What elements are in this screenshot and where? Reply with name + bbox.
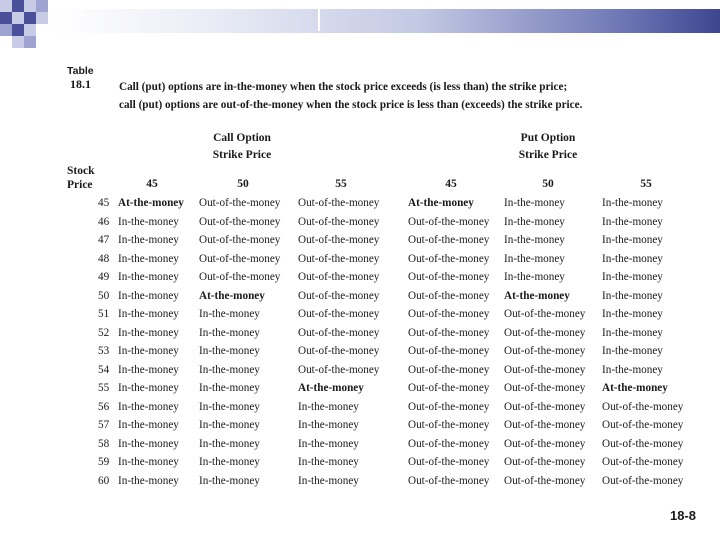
stock-price-value: 60: [98, 474, 110, 487]
moneyness-cell: In-the-money: [118, 382, 179, 395]
moneyness-cell: In-the-money: [118, 326, 179, 339]
moneyness-cell: In-the-money: [118, 474, 179, 487]
strike-header: 45: [445, 178, 457, 190]
stock-price-value: 52: [98, 326, 110, 339]
moneyness-cell: Out-of-the-money: [504, 456, 586, 469]
moneyness-cell: In-the-money: [199, 419, 260, 432]
moneyness-cell: Out-of-the-money: [199, 215, 281, 228]
moneyness-cell: In-the-money: [298, 474, 359, 487]
corner-square-decoration: [24, 24, 36, 36]
table-row: [66, 324, 692, 343]
moneyness-cell: Out-of-the-money: [504, 437, 586, 450]
table-row: [66, 231, 692, 250]
table-label: Table: [67, 65, 94, 77]
moneyness-cell: In-the-money: [602, 289, 663, 302]
stock-price-cell: [66, 305, 118, 324]
moneyness-cell: In-the-money: [118, 234, 179, 247]
stock-price-value: 46: [98, 215, 110, 228]
strike-header: 55: [335, 178, 347, 190]
moneyness-cell: In-the-money: [118, 419, 179, 432]
moneyness-cell: Out-of-the-money: [504, 400, 586, 413]
strike-header: 55: [640, 178, 652, 190]
moneyness-cell: Out-of-the-money: [199, 234, 281, 247]
moneyness-cell: Out-of-the-money: [504, 474, 586, 487]
moneyness-cell: At-the-money: [118, 197, 184, 210]
stock-price-cell: [66, 250, 118, 269]
stock-price-value: 49: [98, 271, 110, 284]
moneyness-cell: In-the-money: [504, 252, 565, 265]
moneyness-cell: Out-of-the-money: [408, 326, 490, 339]
stock-header-line-2: Price: [67, 179, 93, 191]
stock-price-value: 50: [98, 289, 110, 302]
moneyness-cell: Out-of-the-money: [504, 345, 586, 358]
stock-price-value: 58: [98, 437, 110, 450]
put-option-title: Put Option: [520, 132, 576, 144]
moneyness-cell: Out-of-the-money: [504, 419, 586, 432]
stock-price-header: [67, 164, 94, 192]
table-number: 18.1: [70, 77, 91, 91]
moneyness-cell: Out-of-the-money: [408, 400, 490, 413]
strike-header: 50: [237, 178, 249, 190]
stock-price-value: 47: [98, 234, 110, 247]
moneyness-cell: Out-of-the-money: [408, 252, 490, 265]
stock-price-cell: [66, 287, 118, 306]
moneyness-cell: Out-of-the-money: [504, 326, 586, 339]
moneyness-cell: Out-of-the-money: [504, 363, 586, 376]
moneyness-cell: Out-of-the-money: [408, 271, 490, 284]
moneyness-cell: In-the-money: [602, 363, 663, 376]
header-gradient-band: [52, 9, 720, 33]
moneyness-cell: In-the-money: [118, 345, 179, 358]
moneyness-cell: In-the-money: [504, 197, 565, 210]
stock-price-cell: [66, 194, 118, 213]
stock-price-cell: [66, 268, 118, 287]
stock-price-cell: [66, 453, 118, 472]
stock-price-value: 51: [98, 308, 110, 321]
moneyness-cell: At-the-money: [408, 197, 474, 210]
moneyness-cell: In-the-money: [199, 308, 260, 321]
moneyness-cell: In-the-money: [118, 456, 179, 469]
table-row: [66, 342, 692, 361]
moneyness-cell: Out-of-the-money: [602, 456, 684, 469]
moneyness-cell: Out-of-the-money: [199, 197, 281, 210]
moneyness-cell: Out-of-the-money: [408, 289, 490, 302]
corner-square-decoration: [0, 12, 12, 24]
moneyness-cell: Out-of-the-money: [298, 326, 380, 339]
table-row: [66, 213, 692, 232]
corner-square-decoration: [24, 0, 36, 12]
moneyness-cell: Out-of-the-money: [298, 345, 380, 358]
moneyness-cell: Out-of-the-money: [504, 308, 586, 321]
call-option-title: Call Option: [213, 132, 271, 144]
moneyness-cell: Out-of-the-money: [298, 289, 380, 302]
caption-line-2: call (put) options are out-of-the-money when the stock price is less than (exceeds) the strike price.: [119, 99, 583, 111]
moneyness-cell: In-the-money: [118, 363, 179, 376]
moneyness-cell: In-the-money: [602, 215, 663, 228]
moneyness-cell: In-the-money: [298, 419, 359, 432]
moneyness-cell: Out-of-the-money: [408, 215, 490, 228]
corner-square-decoration: [12, 24, 24, 36]
moneyness-cell: Out-of-the-money: [298, 271, 380, 284]
table-row: [66, 435, 692, 454]
moneyness-cell: In-the-money: [199, 363, 260, 376]
moneyness-cell: In-the-money: [602, 234, 663, 247]
moneyness-cell: Out-of-the-money: [504, 382, 586, 395]
moneyness-cell: In-the-money: [199, 456, 260, 469]
corner-square-decoration: [0, 0, 12, 12]
moneyness-cell: In-the-money: [118, 437, 179, 450]
caption-line-1: Call (put) options are in-the-money when the stock price exceeds (is less than) the strike price;: [119, 81, 568, 93]
stock-price-value: 57: [98, 419, 110, 432]
moneyness-cell: In-the-money: [199, 326, 260, 339]
table-row: [66, 472, 692, 491]
moneyness-cell: In-the-money: [602, 197, 663, 210]
moneyness-cell: In-the-money: [118, 400, 179, 413]
moneyness-cell: Out-of-the-money: [408, 474, 490, 487]
moneyness-cell: In-the-money: [199, 437, 260, 450]
header-band-divider: [318, 9, 320, 31]
corner-square-decoration: [36, 12, 48, 24]
moneyness-cell: Out-of-the-money: [298, 308, 380, 321]
table-row: [66, 305, 692, 324]
table-row: [66, 398, 692, 417]
moneyness-cell: In-the-money: [118, 252, 179, 265]
moneyness-cell: In-the-money: [118, 215, 179, 228]
corner-square-decoration: [24, 36, 36, 48]
table-row: [66, 268, 692, 287]
table-row: [66, 361, 692, 380]
moneyness-cell: In-the-money: [504, 234, 565, 247]
stock-price-cell: [66, 416, 118, 435]
moneyness-cell: Out-of-the-money: [602, 474, 684, 487]
call-option-header: [196, 130, 288, 164]
stock-price-cell: [66, 398, 118, 417]
moneyness-cell: Out-of-the-money: [408, 363, 490, 376]
strike-header: 50: [542, 178, 554, 190]
moneyness-cell: Out-of-the-money: [298, 197, 380, 210]
put-option-header: [502, 130, 594, 164]
moneyness-cell: Out-of-the-money: [408, 419, 490, 432]
call-strike-title: Strike Price: [212, 149, 272, 161]
moneyness-cell: In-the-money: [298, 456, 359, 469]
moneyness-cell: Out-of-the-money: [408, 382, 490, 395]
stock-price-value: 45: [98, 197, 110, 210]
table-row: [66, 416, 692, 435]
stock-price-value: 55: [98, 382, 110, 395]
moneyness-cell: Out-of-the-money: [602, 437, 684, 450]
moneyness-cell: In-the-money: [504, 271, 565, 284]
corner-square-decoration: [0, 24, 12, 36]
corner-square-decoration: [12, 12, 24, 24]
moneyness-cell: Out-of-the-money: [408, 345, 490, 358]
moneyness-cell: Out-of-the-money: [298, 215, 380, 228]
stock-price-value: 53: [98, 345, 110, 358]
moneyness-cell: Out-of-the-money: [199, 271, 281, 284]
stock-price-cell: [66, 231, 118, 250]
table-row: [66, 379, 692, 398]
moneyness-cell: Out-of-the-money: [298, 363, 380, 376]
moneyness-cell: In-the-money: [504, 215, 565, 228]
moneyness-cell: In-the-money: [298, 400, 359, 413]
table-row: [66, 250, 692, 269]
moneyness-cell: At-the-money: [602, 382, 668, 395]
stock-price-value: 56: [98, 400, 110, 413]
stock-price-cell: [66, 324, 118, 343]
stock-price-value: 54: [98, 363, 110, 376]
table-caption: [119, 78, 582, 114]
table-row: [66, 194, 692, 213]
corner-square-decoration: [24, 12, 36, 24]
moneyness-cell: Out-of-the-money: [602, 419, 684, 432]
moneyness-cell: Out-of-the-money: [408, 308, 490, 321]
stock-price-cell: [66, 342, 118, 361]
stock-price-cell: [66, 361, 118, 380]
moneyness-cell: In-the-money: [199, 474, 260, 487]
table-row: [66, 287, 692, 306]
moneyness-cell: In-the-money: [602, 252, 663, 265]
moneyness-cell: Out-of-the-money: [408, 456, 490, 469]
stock-header-line-1: Stock: [67, 165, 95, 177]
moneyness-cell: In-the-money: [118, 289, 179, 302]
table-row: [66, 453, 692, 472]
moneyness-cell: Out-of-the-money: [298, 252, 380, 265]
moneyness-cell: In-the-money: [118, 271, 179, 284]
moneyness-cell: At-the-money: [298, 382, 364, 395]
moneyness-cell: In-the-money: [602, 271, 663, 284]
stock-price-cell: [66, 213, 118, 232]
moneyness-cell: In-the-money: [199, 382, 260, 395]
moneyness-cell: In-the-money: [602, 326, 663, 339]
moneyness-table: [66, 194, 692, 490]
put-strike-title: Strike Price: [518, 149, 578, 161]
corner-square-decoration: [12, 0, 24, 12]
moneyness-cell: In-the-money: [602, 308, 663, 321]
moneyness-cell: At-the-money: [199, 289, 265, 302]
moneyness-cell: Out-of-the-money: [298, 234, 380, 247]
stock-price-value: 48: [98, 252, 110, 265]
corner-square-decoration: [36, 0, 48, 12]
page-number: 18-8: [669, 508, 696, 523]
stock-price-cell: [66, 472, 118, 491]
moneyness-cell: At-the-money: [504, 289, 570, 302]
stock-price-value: 59: [98, 456, 110, 469]
moneyness-cell: Out-of-the-money: [199, 252, 281, 265]
corner-square-decoration: [12, 36, 24, 48]
stock-price-cell: [66, 435, 118, 454]
moneyness-cell: Out-of-the-money: [408, 234, 490, 247]
moneyness-cell: In-the-money: [298, 437, 359, 450]
moneyness-cell: In-the-money: [199, 345, 260, 358]
moneyness-cell: Out-of-the-money: [408, 437, 490, 450]
strike-header: 45: [146, 178, 158, 190]
moneyness-cell: Out-of-the-money: [602, 400, 684, 413]
moneyness-cell: In-the-money: [199, 400, 260, 413]
moneyness-cell: In-the-money: [602, 345, 663, 358]
stock-price-cell: [66, 379, 118, 398]
moneyness-cell: In-the-money: [118, 308, 179, 321]
